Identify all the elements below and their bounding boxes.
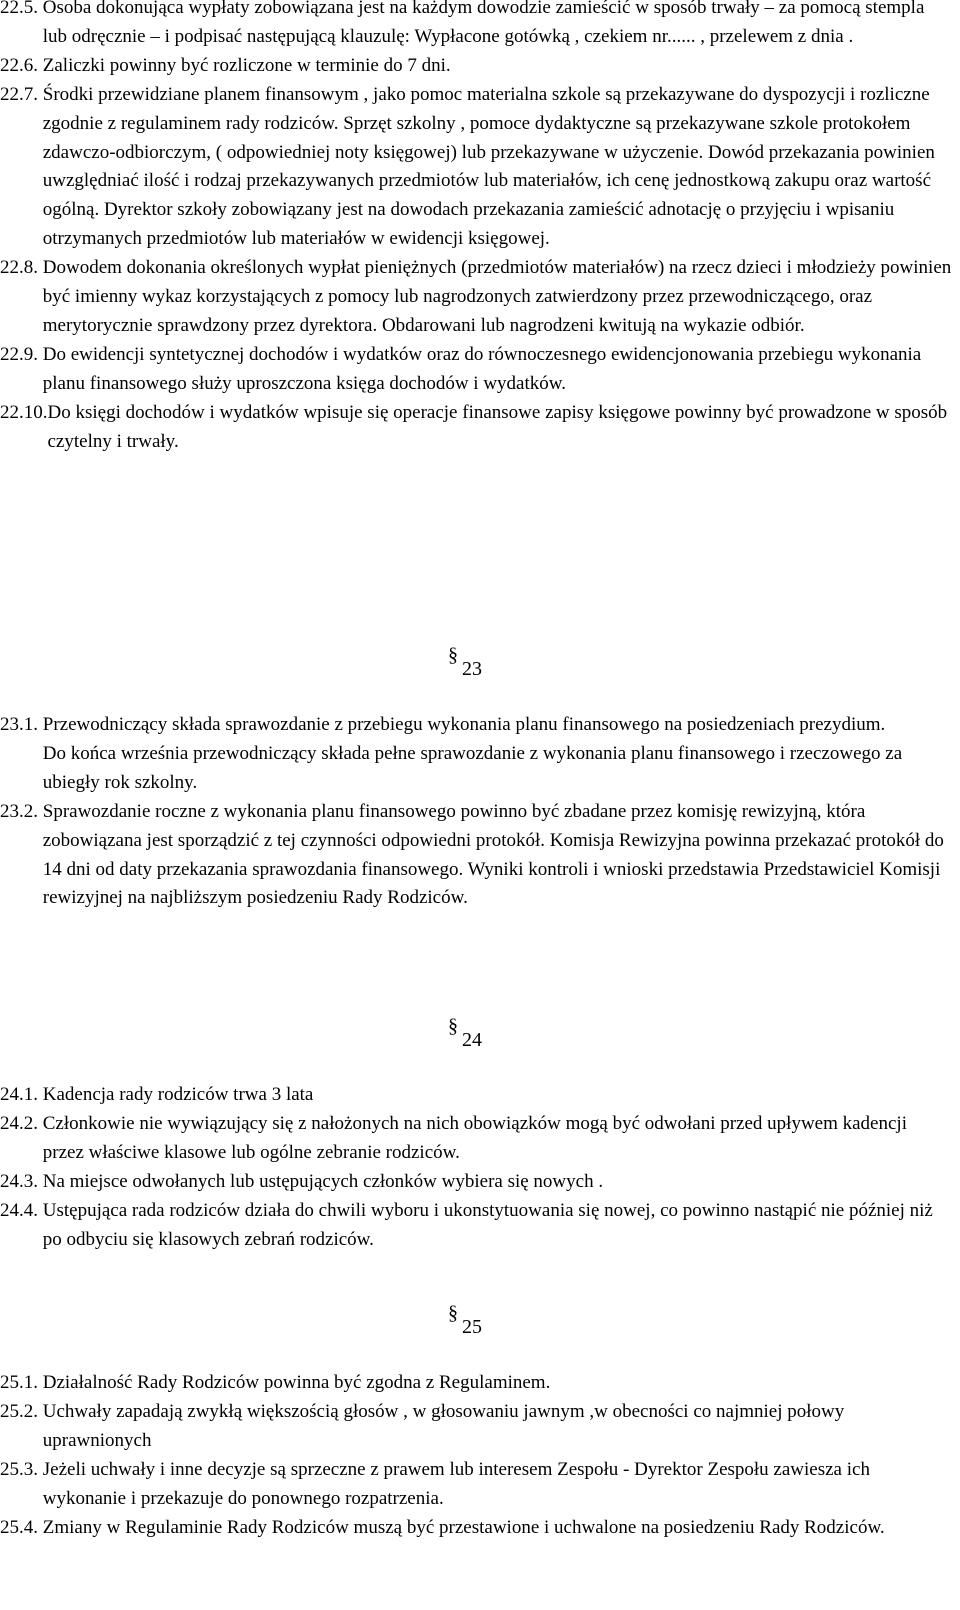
clause-22-5 — [0, 0, 952, 52]
clause-text: Dowodem dokonania określonych wypłat pieniężnych (przedmiotów materiałów) na rzecz dzieci i młodzieży powinien być imienny wykaz korzystających z pomocy lub nagrodzonych zatwierdzony przez przewodniczącego, oraz merytorycznie sprawdzony przez dyrektora. Obdarowani lub nagrodzeni kwitują na wykazie odbiór. — [42, 257, 952, 336]
section-number: 25 — [462, 1316, 482, 1338]
clause-25-3 — [0, 1456, 952, 1514]
paragraph-group-23 — [0, 711, 952, 913]
clause-text: Na miejsce odwołanych lub ustępujących członków wybiera się nowych . — [42, 1170, 604, 1192]
clause-text: Członkowie nie wywiązujący się z nałożonych na nich obowiązków mogą być odwołani przed upływem kadencji przez właściwe klasowe lub ogólne zebranie rodziców. — [42, 1112, 907, 1163]
clause-number: 24.4. — [0, 1199, 43, 1221]
clause-number: 24.1. — [0, 1084, 43, 1105]
clause-22-8 — [0, 254, 952, 341]
clause-22-10 — [0, 399, 952, 457]
section-heading-24 — [448, 1015, 568, 1055]
paragraph-group-22 — [0, 0, 952, 457]
section-heading-23 — [448, 644, 568, 684]
section-number: 24 — [462, 1029, 482, 1051]
clause-number: 25.1. — [0, 1372, 43, 1393]
clause-24-2 — [0, 1110, 952, 1168]
paragraph-group-25 — [0, 1369, 952, 1542]
clause-25-1 — [0, 1369, 952, 1398]
clause-number: 22.6. — [0, 54, 43, 76]
clause-25-2 — [0, 1398, 952, 1456]
clause-text: Sprawozdanie roczne z wykonania planu finansowego powinno być zbadane przez komisję rewizyjną, która zobowiązana jest sporządzić z tej czynności odpowiedni protokół. Komisja Rewizyjna powinna przekazać protokół do 14 dni od daty przekazania sprawozdania finansowego. Wyniki kontroli i wnioski przedstawia Przedstawiciel Komisji rewizyjnej na najbliższym posiedzeniu Rady Rodziców. — [42, 800, 944, 909]
clause-22-7 — [0, 81, 952, 254]
clause-text: Do księgi dochodów i wydatków wpisuje się operacje finansowe zapisy księgowe powinny być prowadzone w sposób czytelny i trwały. — [47, 401, 948, 452]
clause-text: Uchwały zapadają zwykłą większością głosów , w głosowaniu jawnym ,w obecności co najmniej połowy uprawnionych — [42, 1400, 845, 1451]
clause-25-4 — [0, 1514, 952, 1543]
clause-text: Do ewidencji syntetycznej dochodów i wydatków oraz do równoczesnego ewidencjonowania przebiegu wykonania planu finansowego służy uproszczona księga dochodów i wydatków. — [42, 343, 922, 394]
clause-number: 23.2. — [0, 800, 43, 822]
clause-number: 22.10. — [0, 401, 48, 423]
clause-number: 24.2. — [0, 1112, 43, 1134]
clause-number: 22.8. — [0, 257, 43, 279]
clause-text: Osoba dokonująca wypłaty zobowiązana jest na każdym dowodzie zamieścić w sposób trwały – za pomocą stempla lub odręcznie – i podpisać następującą klauzulę: Wypłacone gotówką , czekiem nr...... , przelewem z dnia . — [42, 0, 925, 47]
clause-24-4 — [0, 1197, 952, 1255]
section-heading-25 — [448, 1302, 568, 1342]
clause-text-part: Do końca września przewodniczący składa pełne sprawozdanie z wykonania planu finansowego i rzeczowego za ubiegły rok szkolny. — [42, 742, 903, 793]
section-sign-icon: § — [448, 644, 458, 666]
clause-24-3 — [0, 1168, 952, 1197]
clause-23-1 — [0, 711, 952, 798]
clause-number: 25.3. — [0, 1458, 43, 1480]
clause-text — [43, 711, 952, 798]
clause-text: Zaliczki powinny być rozliczone w terminie do 7 dni. — [42, 54, 451, 76]
clause-number: 25.2. — [0, 1400, 43, 1422]
clause-text: Środki przewidziane planem finansowym , jako pomoc materialna szkole są przekazywane do dyspozycji i rozliczne zgodnie z regulaminem rady rodziców. Sprzęt szkolny , pomoce dydaktyczne są przekazywane szkole protokołem zdawczo-odbiorczym, ( odpowiedniej noty księgowej) lub przekazywane w użyczenie. Dowód przekazania powinien uwzględniać ilość i rodzaj przekazywanych przedmiotów lub materiałów, ich cenę jednostkową zakupu oraz wartość ogólną. Dyrektor szkoły zobowiązany jest na dowodach przekazania zamieścić adnotację o przyjęciu i wpisaniu otrzymanych przedmiotów lub materiałów w ewidencji księgowej. — [42, 83, 935, 250]
section-number: 23 — [462, 658, 482, 680]
clause-text: Kadencja rady rodziców trwa 3 lata — [42, 1084, 314, 1105]
clause-number: 22.7. — [0, 83, 43, 105]
clause-22-6 — [0, 52, 952, 81]
clause-number: 22.5. — [0, 0, 43, 18]
clause-text: Jeżeli uchwały i inne decyzje są sprzeczne z prawem lub interesem Zespołu - Dyrektor Zespołu zawiesza ich wykonanie i przekazuje do ponownego rozpatrzenia. — [42, 1458, 870, 1509]
section-sign-icon: § — [448, 1015, 458, 1037]
clause-23-2 — [0, 798, 952, 914]
clause-number: 22.9. — [0, 343, 43, 365]
clause-text: Zmiany w Regulaminie Rady Rodziców muszą być przestawione i uchwalone na posiedzeniu Rady Rodziców. — [42, 1516, 885, 1538]
clause-number: 24.3. — [0, 1170, 43, 1192]
clause-text-part: Przewodniczący składa sprawozdanie z przebiegu wykonania planu finansowego na posiedzeniach prezydium. — [42, 714, 886, 735]
section-sign-icon: § — [448, 1302, 458, 1324]
clause-text: Ustępująca rada rodziców działa do chwili wyboru i ukonstytuowania się nowej, co powinno nastąpić nie później niż po odbyciu się klasowych zebrań rodziców. — [42, 1199, 933, 1250]
paragraph-group-24 — [0, 1081, 952, 1254]
clause-number: 25.4. — [0, 1516, 43, 1538]
clause-text: Działalność Rady Rodziców powinna być zgodna z Regulaminem. — [42, 1372, 551, 1393]
clause-24-1 — [0, 1081, 952, 1110]
clause-22-9 — [0, 341, 952, 399]
clause-number: 23.1. — [0, 714, 43, 735]
